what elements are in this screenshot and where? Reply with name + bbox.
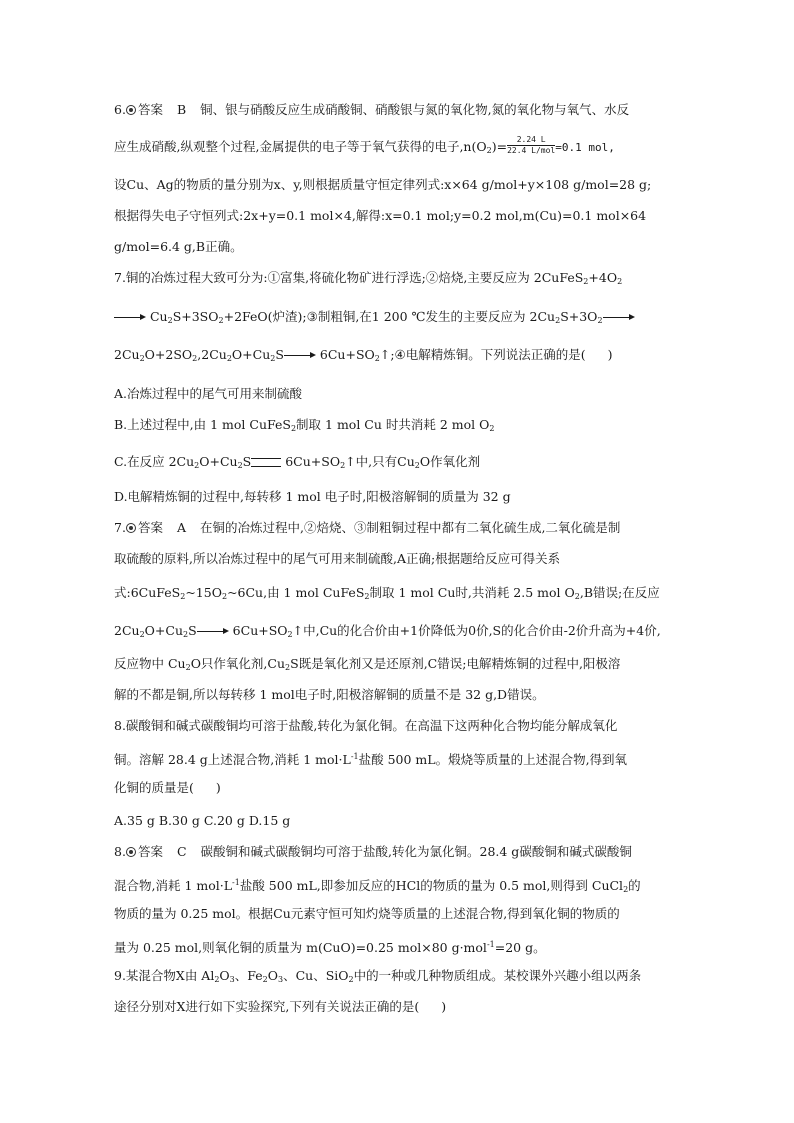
q8-answer-line-1: 8. 答案 C 碳酸铜和碱式碳酸铜均可溶于盐酸,转化为氯化铜。28.4 g碳酸铜和碱式碳酸铜: [114, 844, 632, 859]
q6-answer-line-4: 根据得失电子守恒列式:2x+y=0.1 mol×4,解得:x=0.1 mol;y=0.2 mol,m(Cu)=0.1 mol×64: [114, 208, 647, 223]
q7-answer-line-4: $2Cu_2O+Cu_2S$ $6Cu+SO_2↑$中,Cu的化合价由+1价降低为0价,S的化合价由-2价升高为+4价,: [114, 623, 661, 639]
q6-answer-line-2: 应生成硝酸,纵观整个过程,金属提供的电子等于氧气获得的电子$,n(O_2)=$ $\frac{2.24 L}{\text{22.4 L/mol}}$ =0.1 mol,: [114, 135, 615, 155]
q8-answer-line-4: 量为 0.25 mol,则氧化铜的质量为 m(CuO)=0.25 mol×80 g·mol$^{-1}$=20 g。: [114, 940, 546, 955]
fraction: $\frac{2.24 L}{\text{22.4 L/mol}}$: [507, 135, 556, 155]
reaction-arrow: [197, 627, 229, 637]
reaction-arrow: [284, 351, 316, 361]
q8-line-2: 铜。溶解 28.4 g上述混合物,消耗 1 $mol\cdot L^{-1}$盐酸 500 mL。煅烧等质量的上述混合物,得到氧: [114, 752, 628, 767]
reaction-arrow: [603, 313, 635, 323]
q8-options: A.35 g B.30 g C.20 g D.15 g: [114, 813, 291, 828]
q9-line-2: 途径分别对X进行如下实验探究,下列有关说法正确的是( ): [114, 999, 447, 1014]
q7-line-1: 7.铜的冶炼过程大致可分为:①富集,将硫化物矿进行浮选;②焙烧,主要反应为 $2CuFeS_2+4O_2$: [114, 270, 623, 286]
q8-answer-line-2: 混合物,消耗 1 $mol\cdot L^{-1}$盐酸 500 mL,即参加反应的HCl的物质的量为 0.5 mol,则得到 CuCl$_2$的: [114, 878, 641, 894]
q7-answer-line-5: 反应物中 $Cu_2O$只作氧化剂$,Cu_2S$既是氧化剂又是还原剂,C错误;电解精炼铜的过程中,阳极溶: [114, 656, 621, 672]
q7-answer-line-1: 7. 答案 A 在铜的冶炼过程中,②焙烧、③制粗铜过程中都有二氧化硫生成,二氧化硫是制: [114, 520, 621, 535]
q8-line-3: 化铜的质量是( ): [114, 780, 221, 795]
equal-sign: [251, 458, 281, 467]
q7-line-3: $2Cu_2O+2SO_2,2Cu_2O+Cu_2S$ $6Cu+SO_2↑;④$电解精炼铜。下列说法正确的是( ): [114, 347, 613, 363]
q9-line-1: 9.某混合物X由 $Al_2O_3$、$Fe_2O_3$、Cu、SiO$_2$中的一种或几种物质组成。某校课外兴趣小组以两条: [114, 968, 642, 984]
q7-option-a: A.冶炼过程中的尾气可用来制硫酸: [114, 386, 303, 401]
q6-answer-line-1: 6. 答案 B 铜、银与硝酸反应生成硝酸铜、硝酸银与氮的氧化物,氮的氧化物与氧气、水反: [114, 102, 630, 117]
q7-option-c: C.在反应 $2Cu_2O+Cu_2S$ $6Cu+SO_2↑$中,只有$Cu_2O$作氧化剂: [114, 454, 481, 470]
q8-answer-line-3: 物质的量为 0.25 mol。根据Cu元素守恒可知灼烧等质量的上述混合物,得到氧化铜的物质的: [114, 906, 620, 921]
answer-icon: [126, 847, 136, 857]
answer-icon: [126, 523, 136, 533]
q7-answer-line-2: 取硫酸的原料,所以冶炼过程中的尾气可用来制硫酸,A正确;根据题给反应可得关系: [114, 551, 561, 566]
q7-answer-line-3: 式$:6CuFeS_2\sim 15O_2\sim 6Cu$,由 1 mol CuFeS$_2$制取 1 mol Cu时,共消耗 2.5 mol $O_2,B$错误;在反应: [114, 585, 660, 601]
q6-answer-line-3: 设Cu、Ag的物质的量分别为x、y,则根据质量守恒定律列式:x×64 g/mol+y×108 g/mol=28 g;: [114, 177, 652, 192]
q7-answer-line-6: 解的不都是铜,所以每转移 1 mol电子时,阳极溶解铜的质量不是 32 g,D错误。: [114, 687, 545, 702]
reaction-arrow: [114, 313, 146, 323]
answer-icon: [126, 105, 136, 115]
q6-answer-line-5: g/mol=6.4 g,B正确。: [114, 239, 243, 254]
q8-line-1: 8.碳酸铜和碱式碳酸铜均可溶于盐酸,转化为氯化铜。在高温下这两种化合物均能分解成氧化: [114, 718, 618, 733]
q7-option-d: D.电解精炼铜的过程中,每转移 1 mol 电子时,阳极溶解铜的质量为 32 g: [114, 489, 511, 504]
q7-option-b: B.上述过程中,由 1 mol CuFeS$_2$制取 1 mol Cu 时共消耗 2 mol $O_2$: [114, 417, 495, 433]
q7-line-2: $Cu_2S+3SO_2+2FeO$(炉渣);③制粗铜,在1 200 ℃发生的主要反应为 $2Cu_2S+3O_2$: [114, 308, 686, 330]
